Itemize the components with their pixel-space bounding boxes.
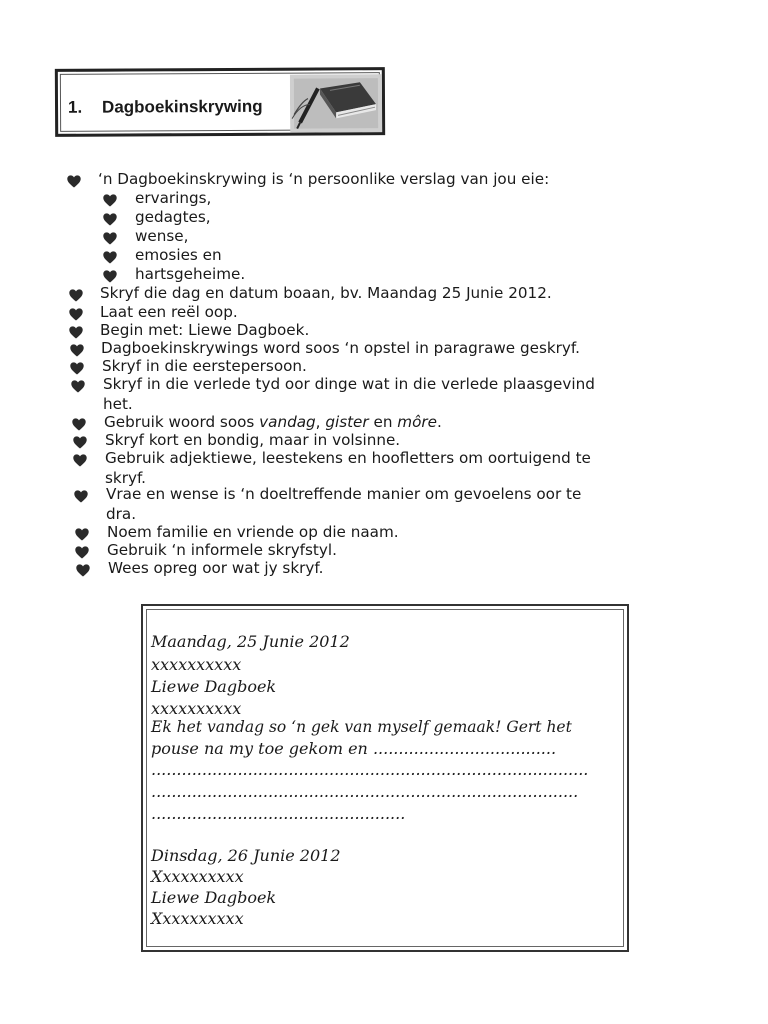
- heart-icon: [69, 289, 83, 302]
- heart-icon: [70, 344, 84, 357]
- diary-dotted-line: ..................................................: [151, 804, 406, 823]
- section-heading-box: [55, 67, 385, 137]
- heart-icon: [75, 528, 89, 541]
- tip-item: Noem familie en vriende op die naam.: [107, 523, 399, 541]
- diary-body-line: pouse na my toe gekom en ....................................: [151, 739, 557, 758]
- sub-item: gedagtes,: [135, 208, 211, 226]
- intro-text: ‘n Dagboekinskrywing is ‘n persoonlike verslag van jou eie:: [98, 170, 550, 188]
- example-diary-box: [141, 604, 629, 952]
- heart-icon: [74, 490, 88, 503]
- diary-date: Dinsdag, 26 Junie 2012: [151, 846, 341, 865]
- heart-icon: [73, 436, 87, 449]
- section-title: Dagboekinskrywing: [101, 96, 263, 117]
- diary-blank-line: xxxxxxxxxx: [151, 699, 242, 718]
- sub-item: hartsgeheime.: [135, 265, 246, 283]
- heart-icon: [103, 270, 117, 283]
- tip-text: .: [436, 413, 442, 431]
- heart-icon: [69, 326, 83, 339]
- tip-item: Laat een reël oop.: [100, 303, 238, 321]
- diary-greeting: Liewe Dagboek: [151, 888, 277, 907]
- heart-icon: [67, 175, 81, 188]
- tip-item: [104, 412, 442, 432]
- diary-blank-line: Xxxxxxxxxx: [151, 909, 244, 928]
- tip-item: Wees opreg oor wat jy skryf.: [108, 559, 324, 577]
- tip-text: Gebruik woord soos: [104, 413, 260, 431]
- tip-item: Skryf in die verlede tyd oor dinge wat in die verlede plaasgevind: [103, 375, 595, 393]
- diary-dotted-line: ......................................................................................: [151, 760, 589, 779]
- tip-example-word: vandag: [259, 413, 316, 431]
- diary-blank-line: Xxxxxxxxxx: [151, 867, 244, 886]
- sub-item: emosies en: [135, 246, 222, 264]
- tip-text: en: [368, 413, 398, 431]
- book-and-pen-icon: [290, 74, 382, 132]
- diary-blank-line: xxxxxxxxxx: [151, 655, 242, 674]
- tip-item: Vrae en wense is ‘n doeltreffende manier om gevoelens oor te: [106, 485, 582, 503]
- sub-item: wense,: [135, 227, 189, 245]
- section-number: 1.: [67, 97, 83, 117]
- tip-item: Skryf in die eerstepersoon.: [102, 357, 307, 375]
- tip-item-continued: skryf.: [105, 469, 147, 487]
- tip-item-continued: het.: [103, 395, 133, 413]
- heart-icon: [103, 232, 117, 245]
- heart-icon: [103, 194, 117, 207]
- tip-item: Dagboekinskrywings word soos ‘n opstel in paragrawe geskryf.: [101, 339, 580, 357]
- heart-icon: [73, 454, 87, 467]
- heart-icon: [76, 564, 90, 577]
- diary-greeting: Liewe Dagboek: [151, 677, 277, 696]
- diary-dotted-line: ....................................................................................: [151, 782, 579, 801]
- tip-item: Begin met: Liewe Dagboek.: [100, 321, 310, 339]
- heart-icon: [103, 251, 117, 264]
- diary-date: Maandag, 25 Junie 2012: [151, 632, 350, 651]
- heart-icon: [71, 380, 85, 393]
- diary-body-line: Ek het vandag so ‘n gek van myself gemaak! Gert het: [151, 718, 572, 736]
- heart-icon: [72, 418, 86, 431]
- heart-icon: [69, 308, 83, 321]
- tip-item-continued: dra.: [106, 505, 137, 523]
- tip-item: Skryf die dag en datum boaan, bv. Maandag 25 Junie 2012.: [100, 284, 552, 302]
- heart-icon: [103, 213, 117, 226]
- tip-item: Gebruik adjektiewe, leestekens en hoofletters om oortuigend te: [105, 449, 591, 467]
- tip-text: ,: [315, 413, 326, 431]
- heart-icon: [70, 362, 84, 375]
- heart-icon: [75, 546, 89, 559]
- sub-item: ervarings,: [135, 189, 212, 207]
- tip-item: Gebruik ‘n informele skryfstyl.: [107, 541, 337, 559]
- tip-item: Skryf kort en bondig, maar in volsinne.: [105, 431, 401, 449]
- tip-example-word: gister: [325, 413, 369, 431]
- tip-example-word: môre: [397, 413, 437, 431]
